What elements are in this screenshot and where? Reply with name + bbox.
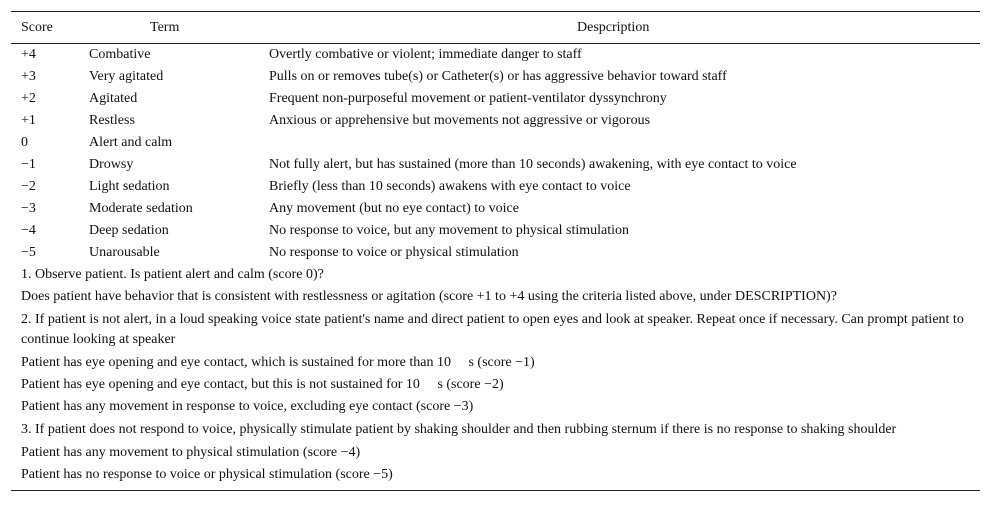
header-description: Despcription	[577, 20, 650, 35]
row-description: Any movement (but no eye contact) to voice	[269, 201, 519, 216]
table-row	[11, 154, 980, 176]
row-score: +3	[21, 69, 36, 84]
table-row	[11, 66, 980, 88]
row-description: Not fully alert, but has sustained (more than 10 seconds) awakening, with eye contact to voice	[269, 157, 797, 172]
row-term: Very agitated	[89, 69, 164, 84]
header-score: Score	[21, 20, 53, 35]
instruction-note: Patient has any movement to physical stimulation (score −4)	[21, 445, 361, 460]
row-description: Pulls on or removes tube(s) or Catheter(s) or has aggressive behavior toward staff	[269, 69, 727, 84]
instruction-note: Patient has eye opening and eye contact, but this is not sustained for 10 s (score −2)	[21, 377, 504, 392]
instruction-note: 1. Observe patient. Is patient alert and calm (score 0)?	[21, 267, 324, 282]
row-score: −3	[21, 201, 36, 216]
table-row	[11, 242, 980, 264]
instruction-note: 2. If patient is not alert, in a loud speaking voice state patient's name and direct patient to open eyes and look at speaker. Repeat once if necessary. Can prompt patient to continue looking at speaker	[21, 312, 964, 347]
row-score: −1	[21, 157, 36, 172]
scale-table	[11, 11, 980, 491]
row-score: +1	[21, 113, 36, 128]
table-row	[11, 44, 980, 66]
table-row	[11, 110, 980, 132]
row-score: −2	[21, 179, 36, 194]
row-term: Deep sedation	[89, 223, 169, 238]
row-term: Restless	[89, 113, 135, 128]
row-score: 0	[21, 135, 28, 150]
table-row	[11, 176, 980, 198]
row-description: Anxious or apprehensive but movements not aggressive or vigorous	[269, 113, 651, 128]
row-score: +4	[21, 47, 36, 62]
row-term: Combative	[89, 47, 151, 62]
row-term: Moderate sedation	[89, 201, 193, 216]
row-description: Briefly (less than 10 seconds) awakens with eye contact to voice	[269, 179, 631, 194]
row-term: Drowsy	[89, 157, 134, 172]
instruction-note: Does patient have behavior that is consistent with restlessness or agitation (score +1 to +4 using the criteria listed above, under DESCRIPTION)?	[21, 289, 837, 304]
instruction-note: Patient has any movement in response to voice, excluding eye contact (score −3)	[21, 399, 474, 414]
row-description: No response to voice or physical stimulation	[269, 245, 519, 260]
row-score: −5	[21, 245, 36, 260]
row-term: Alert and calm	[89, 135, 173, 150]
row-term: Unarousable	[89, 245, 160, 260]
table-row	[11, 220, 980, 242]
instruction-note: 3. If patient does not respond to voice, physically stimulate patient by shaking shoulder and then rubbing sternum if there is no response to shaking shoulder	[21, 422, 897, 437]
row-description: Frequent non-purposeful movement or patient-ventilator dyssynchrony	[269, 91, 667, 106]
instruction-note: Patient has no response to voice or physical stimulation (score −5)	[21, 467, 393, 482]
header-term: Term	[150, 20, 180, 35]
row-score: −4	[21, 223, 36, 238]
row-score: +2	[21, 91, 36, 106]
table-header	[11, 12, 980, 44]
row-description: No response to voice, but any movement to physical stimulation	[269, 223, 630, 238]
row-description: Overtly combative or violent; immediate danger to staff	[269, 47, 582, 62]
instruction-note: Patient has eye opening and eye contact, which is sustained for more than 10 s (score −1)	[21, 355, 535, 370]
table-row	[11, 132, 980, 154]
row-term: Light sedation	[89, 179, 170, 194]
table-row	[11, 88, 980, 110]
table-row	[11, 198, 980, 220]
row-term: Agitated	[89, 91, 138, 106]
table-bottom-spacer	[11, 486, 980, 490]
